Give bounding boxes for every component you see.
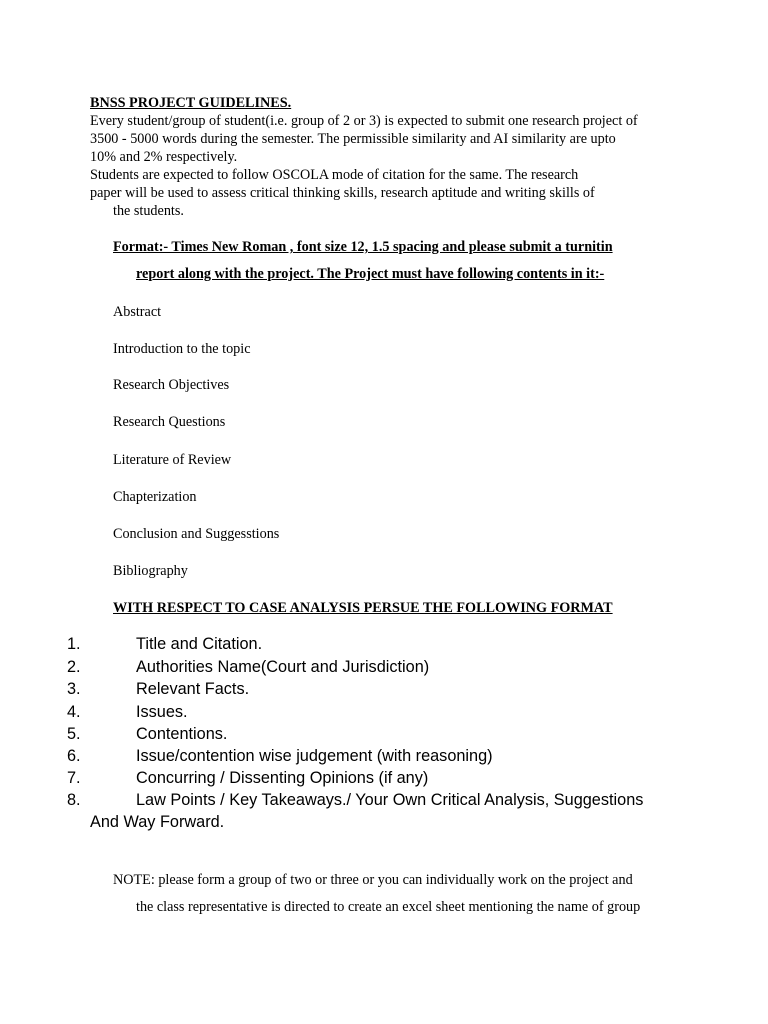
- list-item-text: Contentions.: [136, 725, 228, 743]
- list-number: 5.: [67, 725, 81, 743]
- list-item-text: Law Points / Key Takeaways./ Your Own Critical Analysis, Suggestions: [136, 791, 644, 809]
- case-list-item: [0, 767, 768, 789]
- contents-item-research-objectives: Research Objectives: [113, 377, 230, 393]
- format-instructions-line: report along with the project. The Project must have following contents in it:-: [136, 266, 605, 282]
- contents-item-abstract: Abstract: [113, 304, 162, 320]
- intro-line: Students are expected to follow OSCOLA mode of citation for the same. The research: [90, 167, 579, 183]
- list-number: 1.: [67, 635, 81, 653]
- case-list-item: [0, 701, 768, 723]
- contents-item-bibliography: Bibliography: [113, 563, 188, 579]
- contents-item-introduction: Introduction to the topic: [113, 341, 251, 357]
- list-item-text: Authorities Name(Court and Jurisdiction): [136, 658, 430, 676]
- intro-line: Every student/group of student(i.e. group of 2 or 3) is expected to submit one research project of: [90, 113, 638, 129]
- contents-item-conclusion: Conclusion and Suggesstions: [113, 526, 280, 542]
- list-number: 6.: [67, 747, 81, 765]
- note-line: NOTE: please form a group of two or three or you can individually work on the project and: [113, 872, 633, 888]
- document-title: BNSS PROJECT GUIDELINES.: [90, 95, 292, 111]
- list-number: 8.: [67, 791, 81, 809]
- list-number: 7.: [67, 769, 81, 787]
- case-list-item: [0, 656, 768, 678]
- contents-item-research-questions: Research Questions: [113, 414, 226, 430]
- intro-line: 10% and 2% respectively.: [90, 149, 238, 165]
- case-list-item: [0, 745, 768, 767]
- list-number: 4.: [67, 703, 81, 721]
- intro-line: 3500 - 5000 words during the semester. The permissible similarity and AI similarity are upto: [90, 131, 616, 147]
- case-list-item: [0, 723, 768, 745]
- list-item-continuation: And Way Forward.: [90, 813, 225, 831]
- intro-line: the students.: [113, 203, 184, 219]
- list-item-text: Concurring / Dissenting Opinions (if any): [136, 769, 429, 787]
- case-list-item: [0, 678, 768, 700]
- list-number: 3.: [67, 680, 81, 698]
- case-analysis-heading: WITH RESPECT TO CASE ANALYSIS PERSUE THE FOLLOWING FORMAT: [113, 600, 613, 616]
- intro-line: paper will be used to assess critical thinking skills, research aptitude and writing skills of: [90, 185, 595, 201]
- case-list-item: [0, 633, 768, 655]
- list-item-text: Title and Citation.: [136, 635, 263, 653]
- list-item-text: Issue/contention wise judgement (with reasoning): [136, 747, 493, 765]
- list-item-text: Issues.: [136, 703, 188, 721]
- list-item-text: Relevant Facts.: [136, 680, 250, 698]
- case-list-item: [0, 789, 768, 811]
- contents-item-chapterization: Chapterization: [113, 489, 197, 505]
- note-line: the class representative is directed to create an excel sheet mentioning the name of group: [136, 899, 641, 915]
- format-instructions-line: Format:- Times New Roman , font size 12, 1.5 spacing and please submit a turnitin: [113, 239, 613, 255]
- list-number: 2.: [67, 658, 81, 676]
- contents-item-literature-review: Literature of Review: [113, 452, 232, 468]
